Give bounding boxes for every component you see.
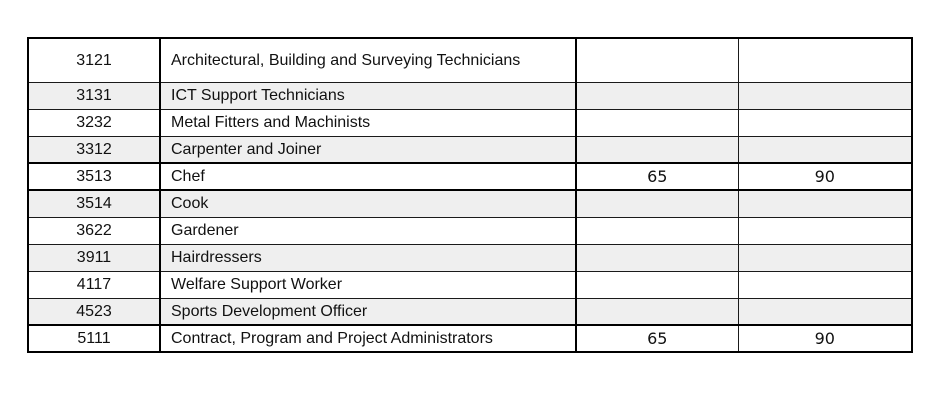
occupation-table-container [27, 37, 911, 353]
table-row [28, 82, 912, 109]
occupation-code: 3514 [28, 190, 160, 217]
value-cell-2 [738, 82, 912, 109]
value-cell-1 [576, 217, 738, 244]
value-cell-2 [738, 38, 912, 82]
value-cell-1 [576, 136, 738, 163]
value-cell-1 [576, 82, 738, 109]
value-cell-2 [738, 190, 912, 217]
table-row [28, 190, 912, 217]
occupation-title: Chef [160, 163, 576, 190]
occupation-code: 3312 [28, 136, 160, 163]
value-cell-2: 90 [738, 163, 912, 190]
occupation-code: 3911 [28, 244, 160, 271]
occupation-title: Gardener [160, 217, 576, 244]
value-cell-2 [738, 271, 912, 298]
value-cell-2 [738, 244, 912, 271]
occupation-title: Metal Fitters and Machinists [160, 109, 576, 136]
occupation-title: Architectural, Building and Surveying Technicians [160, 38, 576, 82]
occupation-code: 3131 [28, 82, 160, 109]
table-row [28, 136, 912, 163]
value-cell-1: 65 [576, 325, 738, 352]
value-cell-1 [576, 244, 738, 271]
value-cell-1 [576, 298, 738, 325]
table-row [28, 271, 912, 298]
occupation-title: Cook [160, 190, 576, 217]
occupation-code: 3513 [28, 163, 160, 190]
table-row [28, 325, 912, 352]
occupation-title: Contract, Program and Project Administrators [160, 325, 576, 352]
occupation-code: 4117 [28, 271, 160, 298]
value-cell-2 [738, 298, 912, 325]
occupation-code: 3232 [28, 109, 160, 136]
occupation-code: 5111 [28, 325, 160, 352]
table-row [28, 38, 912, 82]
occupation-title: Sports Development Officer [160, 298, 576, 325]
table-row [28, 298, 912, 325]
value-cell-2: 90 [738, 325, 912, 352]
value-cell-2 [738, 109, 912, 136]
value-cell-1: 65 [576, 163, 738, 190]
table-row [28, 217, 912, 244]
occupation-code: 3622 [28, 217, 160, 244]
value-cell-1 [576, 190, 738, 217]
table-row [28, 109, 912, 136]
occupation-code: 3121 [28, 38, 160, 82]
occupation-title: Carpenter and Joiner [160, 136, 576, 163]
occupation-title: ICT Support Technicians [160, 82, 576, 109]
occupation-title: Hairdressers [160, 244, 576, 271]
value-cell-2 [738, 136, 912, 163]
value-cell-1 [576, 271, 738, 298]
value-cell-1 [576, 109, 738, 136]
occupation-code: 4523 [28, 298, 160, 325]
occupation-title: Welfare Support Worker [160, 271, 576, 298]
value-cell-1 [576, 38, 738, 82]
occupation-table [27, 37, 913, 353]
table-row [28, 244, 912, 271]
value-cell-2 [738, 217, 912, 244]
table-row [28, 163, 912, 190]
